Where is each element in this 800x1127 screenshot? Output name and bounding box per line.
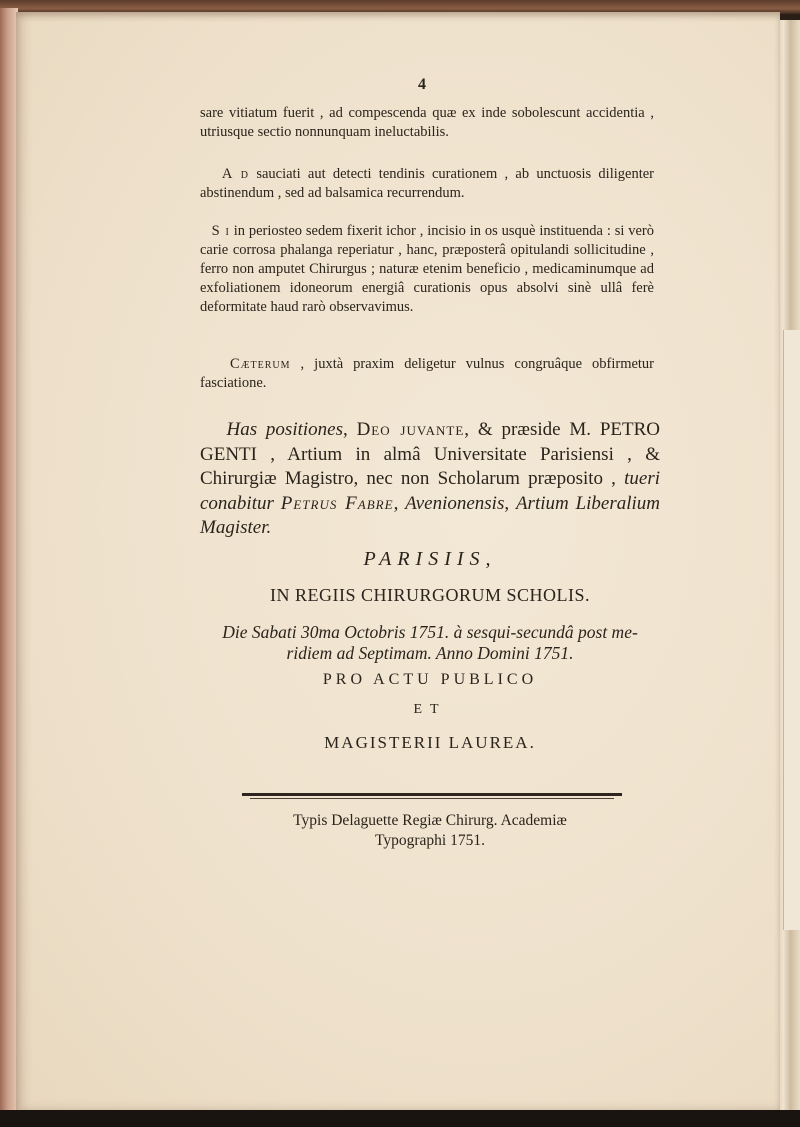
- author-degree: Artium Liberalium Magister.: [200, 492, 661, 538]
- deo-juvante: Deo juvante: [356, 419, 465, 440]
- magisterii-laurea: MAGISTERII LAUREA.: [324, 733, 536, 752]
- actu-publico: PRO ACTU PUBLICO: [322, 671, 538, 688]
- page-number: 4: [418, 76, 426, 93]
- paragraph-2-lead: A d: [221, 166, 250, 182]
- tueri-conabitur: tueri conabitur: [200, 468, 660, 514]
- praeside-text: , & præside M. PETRO GENTI , Artium in almâ Universitate Parisiensi , & Chirurgiæ Magistro, nec non Scholarum præposito ,: [200, 419, 661, 489]
- imprint: [200, 811, 660, 851]
- paragraph-4-text: , juxtà praxim deligetur vulnus congruâque obfirmetur fasciatione.: [200, 356, 655, 391]
- paragraph-4: [200, 355, 654, 393]
- date-line-1: Die Sabati 30ma Octobris 1751. à sesqui-secundâ post me-: [222, 622, 638, 642]
- imprint-line-2: Typographi 1751.: [375, 832, 485, 849]
- paragraph-3-text: in periosteo sedem fixerit ichor , incisio in os usquè instituenda : si verò carie corrosa phalanga reperiatur , hanc, præposterâ opitulandi sollicitudine , ferro non amputet Chirurgus ; naturæ etenim beneficio , medicaminumque ad exfoliationem idoneorum energiâ curationis opus absolvi sinè ullâ ferè deformitate haud rarò observavimus.: [200, 223, 655, 315]
- next-page-edge: [783, 330, 800, 930]
- paragraph-1: [200, 104, 654, 142]
- paragraph-3-lead: S i: [211, 223, 230, 239]
- positions-paragraph: Has positiones, Deo juvante, & præside M. PETRO GENTI , Artium in almâ Universitate Parisiensi , & Chirurgiæ Magistro, nec non Scholarum præposito , tueri conabitur Petrus Fabre, Avenionensis, Artium Liberalium Magister.: [200, 419, 661, 538]
- place-heading: PARISIIS,: [363, 548, 497, 570]
- date-line-2: ridiem ad Septimam. Anno Domini 1751.: [286, 643, 574, 663]
- author-origin: Avenionensis: [405, 492, 505, 514]
- date-block: [200, 622, 660, 664]
- paragraph-4-lead: Cæterum: [229, 356, 291, 372]
- author-name: Petrus Fabre: [280, 492, 394, 514]
- paragraph-2-text: sauciati aut detecti tendinis curationem , ab unctuosis diligenter abstinendum , sed ad balsamica recurrendum.: [200, 166, 654, 201]
- et-line: ET: [413, 702, 447, 717]
- schools-heading: IN REGIIS CHIRURGORUM SCHOLIS.: [269, 585, 591, 605]
- page-bottom-shadow: [0, 1110, 800, 1127]
- has-positiones: Has positiones: [226, 419, 343, 440]
- ornamental-rule-thin: [250, 798, 614, 799]
- ornamental-rule: [242, 793, 622, 796]
- paragraph-1-text: sare vitiatum fuerit , ad compescenda quæ ex inde sobolescunt accidentia , utriusque sectio nonnunquam ineluctabilis.: [200, 105, 654, 140]
- paragraph-3: [200, 222, 654, 317]
- paragraph-2: [200, 165, 654, 203]
- imprint-line-1: Typis Delaguette Regiæ Chirurg. Academiæ: [293, 812, 567, 829]
